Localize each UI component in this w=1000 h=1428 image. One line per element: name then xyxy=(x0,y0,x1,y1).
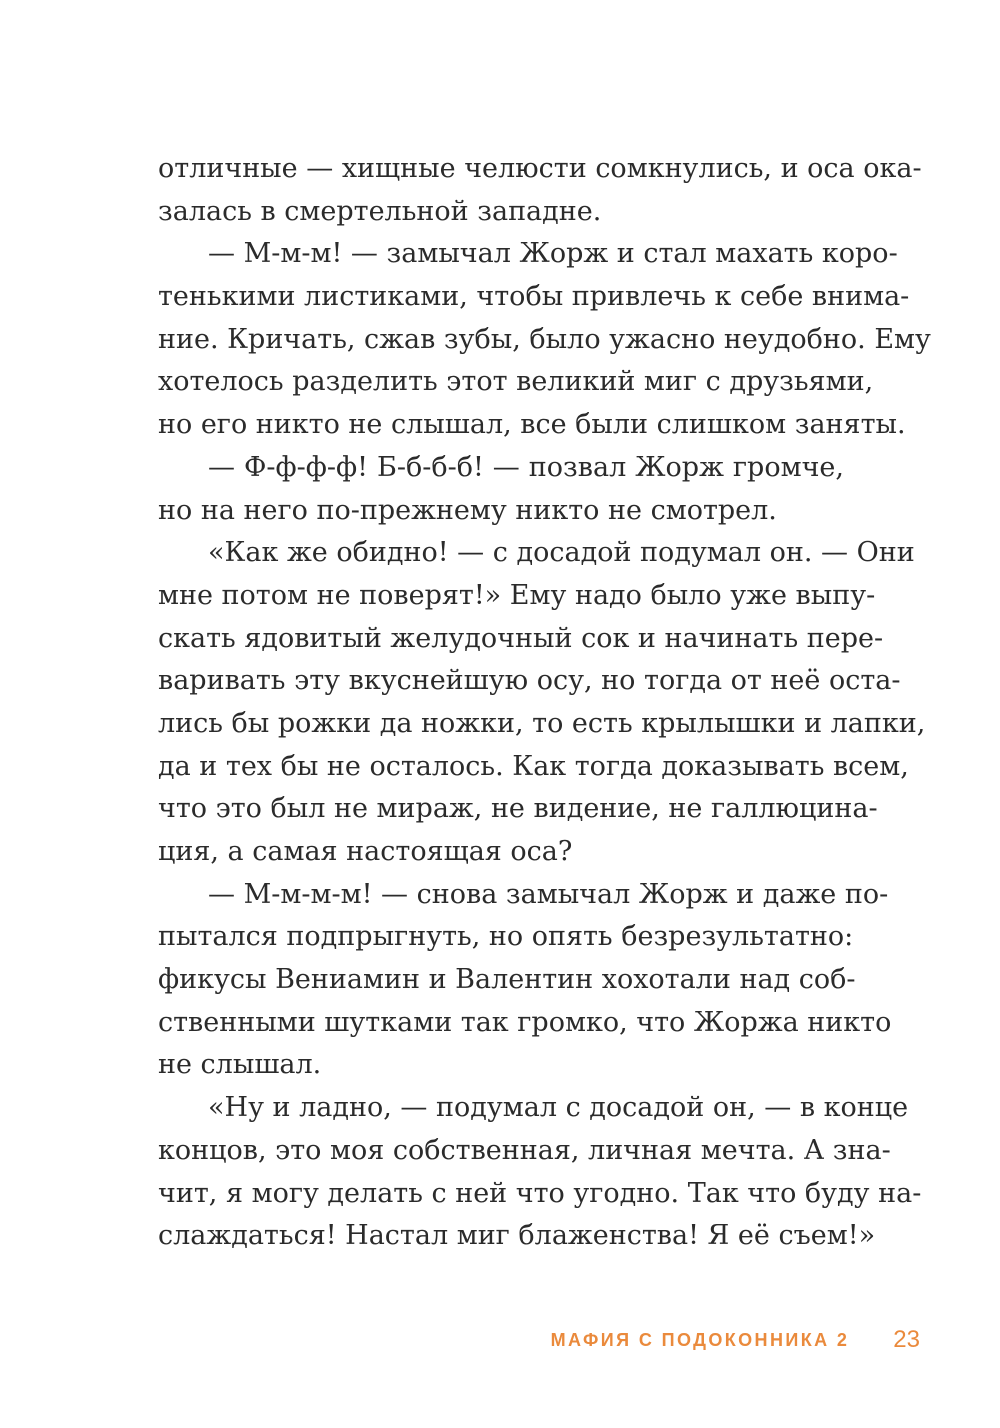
text-line: ция, а самая настоящая оса? xyxy=(158,836,573,867)
text-line: слаждаться! Настал миг блаженства! Я её съем!» xyxy=(158,1220,876,1252)
text-line: «Как же обидно! — с досадой подумал он. — Они xyxy=(208,537,915,569)
text-line: пытался подпрыгнуть, но опять безрезультатно: xyxy=(158,921,854,953)
text-line: — Ф-ф-ф-ф! Б-б-б-б! — позвал Жорж громче, xyxy=(208,451,844,483)
text-line: мне потом не поверят!» Ему надо было уже выпу- xyxy=(158,579,876,611)
text-line: отличные — хищные челюсти сомкнулись, и оса ока- xyxy=(158,153,922,184)
text-line: скать ядовитый желудочный сок и начинать пере- xyxy=(158,622,884,654)
text-line: что это был не мираж, не видение, не галлюцина- xyxy=(158,793,878,825)
text-line: варивать эту вкуснейшую осу, но тогда от неё оста- xyxy=(158,665,901,697)
page-number: 23 xyxy=(893,1326,920,1353)
running-title: МАФИЯ С ПОДОКОННИКА 2 xyxy=(550,1329,850,1350)
text-line: залась в смертельной западне. xyxy=(158,195,602,227)
text-line: но на него по-прежнему никто не смотрел. xyxy=(158,494,777,526)
text-line: фикусы Вениамин и Валентин хохотали над соб- xyxy=(158,964,856,996)
text-line: тенькими листиками, чтобы привлечь к себе внима- xyxy=(158,281,910,313)
body-text xyxy=(158,148,931,1258)
page-footer xyxy=(551,1320,920,1360)
text-line: — М-м-м! — замычал Жорж и стал махать коро- xyxy=(208,238,898,270)
text-line: лись бы рожки да ножки, то есть крылышки и лапки, xyxy=(158,707,926,739)
text-line: хотелось разделить этот великий миг с друзьями, xyxy=(158,366,874,398)
text-line: концов, это моя собственная, личная мечта. А зна- xyxy=(158,1134,891,1166)
text-line: «Ну и ладно, — подумал с досадой он, — в конце xyxy=(208,1092,909,1124)
text-line: не слышал. xyxy=(158,1049,322,1081)
text-line: да и тех бы не осталось. Как тогда доказывать всем, xyxy=(158,750,909,782)
text-line: ственными шутками так громко, что Жоржа никто xyxy=(158,1006,892,1038)
text-line: — М-м-м-м! — снова замычал Жорж и даже по- xyxy=(208,878,889,910)
text-line: ние. Кричать, сжав зубы, было ужасно неудобно. Ему xyxy=(158,323,931,355)
text-line: чит, я могу делать с ней что угодно. Так что буду на- xyxy=(158,1177,922,1209)
text-line: но его никто не слышал, все были слишком заняты. xyxy=(158,409,906,441)
